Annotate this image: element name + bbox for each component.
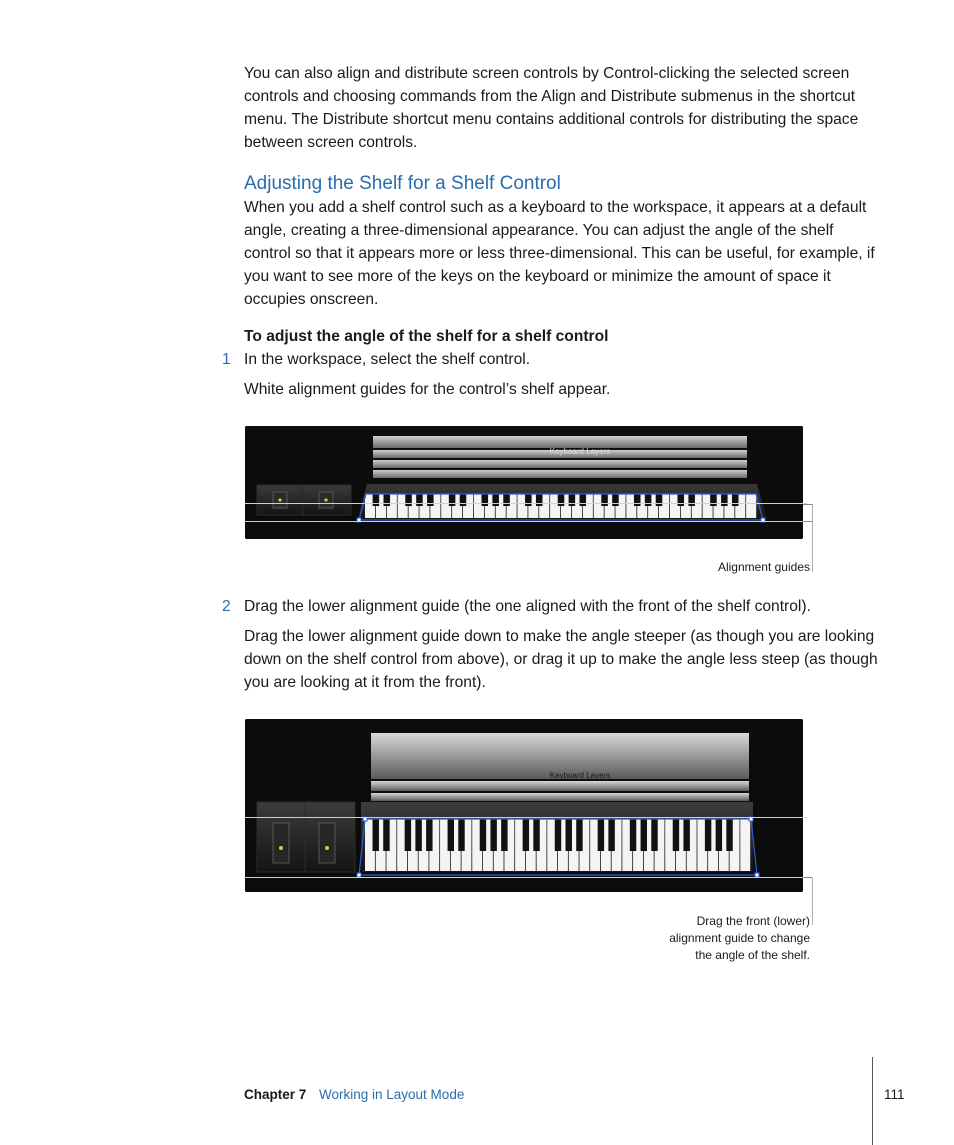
callout-leader-2 (812, 877, 813, 925)
black-key (405, 819, 411, 851)
figure-keyboard-steeper (245, 719, 803, 892)
figure2-callout-line-3: the angle of the shelf. (695, 948, 810, 962)
black-key (601, 494, 608, 506)
figure-keyboard-default (245, 426, 803, 539)
callout-leader-1 (812, 504, 813, 572)
black-key (449, 494, 456, 506)
black-key (458, 819, 464, 851)
black-key (716, 819, 722, 851)
step-1-result-block (244, 378, 880, 401)
figure1-panel-label: Keyboard Layers (549, 447, 611, 456)
layer-panels (373, 436, 747, 478)
figure2-callout (610, 913, 810, 964)
black-key (373, 494, 380, 506)
black-key (427, 494, 434, 506)
black-key (448, 819, 454, 851)
footer-chapter: Chapter 7 (244, 1087, 307, 1102)
step-1-number: 1 (222, 351, 231, 368)
figure1-callout: Alignment guides (717, 560, 810, 574)
black-key (705, 819, 711, 851)
black-key (645, 494, 652, 506)
black-key (608, 819, 614, 851)
section-heading: Adjusting the Shelf for a Shelf Control (244, 173, 561, 194)
page-number: 111 (884, 1087, 905, 1102)
black-key (710, 494, 717, 506)
keyboard-illustration-2 (245, 719, 803, 892)
figure2-callout-line-2: alignment guide to change (669, 931, 810, 945)
step-1-result: White alignment guides for the control’s shelf appear. (244, 381, 611, 398)
figure2-callout-line-1: Drag the front (lower) (696, 914, 810, 928)
step-2-number: 2 (222, 598, 231, 615)
black-key (405, 494, 412, 506)
black-key (580, 494, 587, 506)
step-2 (244, 595, 880, 618)
task-heading-block (244, 325, 880, 348)
black-key (688, 494, 695, 506)
black-key (536, 494, 543, 506)
step-1 (244, 348, 880, 371)
white-key (746, 494, 756, 518)
layer-panels (371, 733, 749, 801)
section-body (244, 196, 880, 311)
black-key (651, 819, 657, 851)
white-key (740, 819, 750, 871)
step-2-result: Drag the lower alignment guide down to make the angle steeper (as though you are looking down on the shelf control from above), or drag it up to make the angle less steep (as though you are looking at it from the front). (244, 628, 878, 691)
black-key (678, 494, 685, 506)
black-key (566, 819, 572, 851)
pedal-module-group (257, 802, 355, 872)
keyboard-illustration-1 (245, 426, 803, 539)
black-key (555, 819, 561, 851)
black-key (683, 819, 689, 851)
footer-chapter-title[interactable]: Working in Layout Mode (319, 1087, 465, 1102)
black-key (558, 494, 565, 506)
black-key (576, 819, 582, 851)
black-key (523, 819, 529, 851)
step-2-result-block (244, 625, 880, 694)
black-key (415, 819, 421, 851)
lower-alignment-guide-2[interactable] (245, 877, 807, 878)
lower-alignment-guide-1[interactable] (245, 521, 807, 522)
step-2-text: Drag the lower alignment guide (the one aligned with the front of the shelf control). (244, 598, 811, 615)
upper-alignment-guide-2[interactable] (245, 817, 807, 818)
black-key (501, 819, 507, 851)
black-key (525, 494, 532, 506)
footer-divider (872, 1057, 873, 1145)
black-key (598, 819, 604, 851)
black-key (383, 819, 389, 851)
task-heading: To adjust the angle of the shelf for a shelf control (244, 328, 609, 345)
pedal-module-group (257, 485, 351, 515)
black-key (480, 819, 486, 851)
black-key (732, 494, 739, 506)
figure2-panel-label: Keyboard Layers (549, 771, 611, 780)
step-1-text: In the workspace, select the shelf control. (244, 351, 531, 368)
black-key (416, 494, 423, 506)
black-key (426, 819, 432, 851)
black-key (673, 819, 679, 851)
black-key (569, 494, 576, 506)
black-key (656, 494, 663, 506)
black-key (634, 494, 641, 506)
black-key (373, 819, 379, 851)
section-heading-block (244, 172, 880, 196)
black-key (384, 494, 391, 506)
black-key (641, 819, 647, 851)
black-key (460, 494, 467, 506)
black-key (482, 494, 489, 506)
upper-alignment-guide-1[interactable] (245, 503, 807, 504)
black-key (630, 819, 636, 851)
intro-paragraph: You can also align and distribute screen controls by Control-clicking the selected screen controls and choosing commands from the Align and Distribute submenus in the shortcut menu. The Distribute shortcut menu contains additional controls for distributing the space between screen controls. (244, 65, 859, 151)
section-paragraph: When you add a shelf control such as a keyboard to the workspace, it appears at a default angle, creating a three-dimensional appearance. You can adjust the angle of the shelf control so that it appears more or less three-dimensional. This can be useful, for example, if you want to see more of the keys on the keyboard or minimize the amount of space it occupies onscreen. (244, 199, 875, 308)
black-key (503, 494, 510, 506)
black-key (492, 494, 499, 506)
black-key (490, 819, 496, 851)
black-key (726, 819, 732, 851)
black-key (533, 819, 539, 851)
intro-block (244, 62, 880, 154)
black-key (612, 494, 619, 506)
black-key (721, 494, 728, 506)
